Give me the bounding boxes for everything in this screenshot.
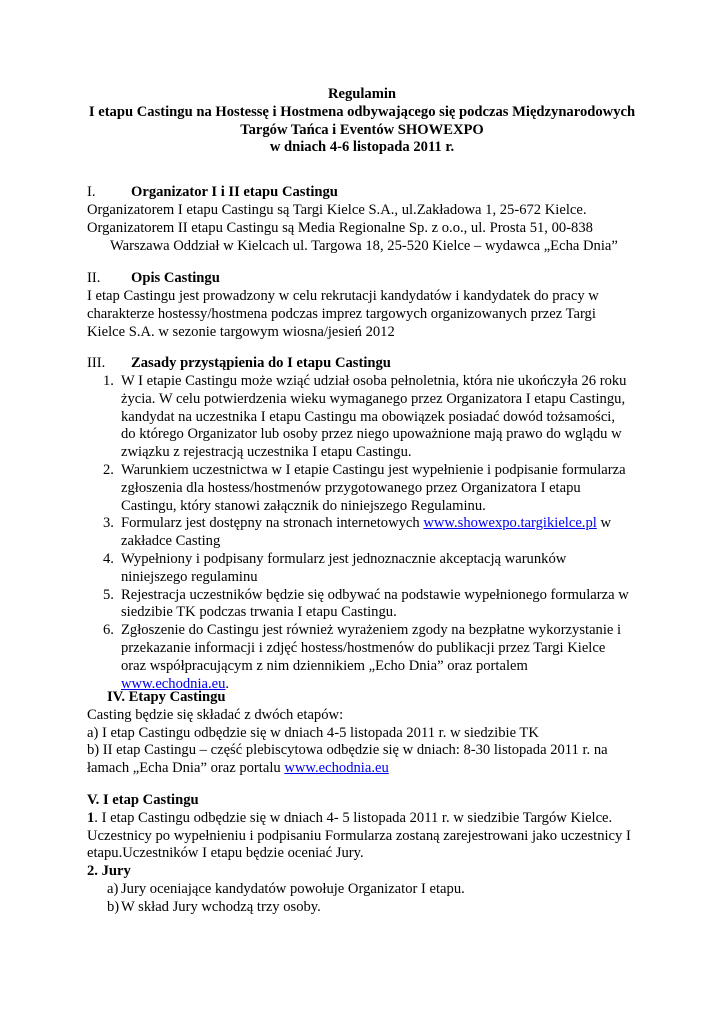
section-4 [87,689,667,778]
section-2-line-2: charakterze hostessy/hostmena podczas imprez targowych organizowanych przez Targi [87,305,596,322]
list-item-line: siedzibie TK podczas trwania I etapu Castingu. [121,604,397,621]
section-4-line-4-text: łamach „Echa Dnia” oraz portalu [87,760,285,777]
list-item-line: Jury oceniające kandydatów powołuje Organizator I etapu. [121,880,465,897]
list-item-line: Castingu, który stanowi załącznik do niniejszego Regulaminu. [121,497,486,514]
list-item [87,622,667,693]
showexpo-link[interactable]: www.showexpo.targikielce.pl [423,515,597,532]
list-item-line [121,515,667,533]
section-5-line-2: Uczestnicy po wypełnieniu i podpisaniu Formularza zostaną zarejestrowani jako uczestnicy I [87,827,631,844]
list-item-line: Zgłoszenie do Castingu jest również wyrażeniem zgody na bezpłatne wykorzystanie i [121,622,622,639]
list-item-line: W skład Jury wchodzą trzy osoby. [121,898,321,915]
section-4-line-4 [87,760,667,778]
list-marker: b) [107,898,120,915]
list-item-line: Wypełniony i podpisany formularz jest jednoznacznie akceptacją warunków [121,550,567,567]
section-2-heading [87,270,667,288]
section-1-heading [87,184,667,202]
section-3-list [87,373,667,693]
list-item-line: niniejszego regulaminu [121,568,258,585]
list-item [87,515,667,551]
section-2 [87,270,667,341]
list-marker: a) [107,880,119,897]
section-3-title: Zasady przystąpienia do I etapu Castingu [131,355,391,371]
section-1-title: Organizator I i II etapu Castingu [131,184,338,200]
section-1-number: I. [87,184,96,200]
jury-heading: 2. Jury [87,863,131,880]
document-title [60,86,664,157]
list-item-text: . [225,675,230,692]
list-marker: 2. [103,461,114,478]
list-item [87,881,667,899]
section-2-line-3: Kielce S.A. w sezonie targowym wiosna/jesień 2012 [87,323,395,340]
list-item [87,587,667,623]
section-4-line-2: a) I etap Castingu odbędzie się w dniach 4-5 listopada 2011 r. w siedzibie TK [87,724,539,741]
list-item-text: w [596,515,612,532]
section-1 [87,184,667,255]
jury-list [87,881,667,917]
list-item-line: oraz współpracującym z nim dziennikiem „Echo Dnia” oraz portalem [121,657,528,674]
list-marker: 4. [103,550,114,567]
list-item-line: W I etapie Castingu może wziąć udział osoba pełnoletnia, która nie ukończyła 26 roku [121,373,627,389]
section-5-line-1 [87,810,667,828]
list-item [87,899,667,917]
section-4-heading: IV. Etapy Castingu [107,689,226,705]
list-item-line: kandydat na uczestnika I etapu Castingu ma obowiązek posiadać dowód tożsamości, [121,408,616,425]
list-item-text: Formularz jest dostępny na stronach internetowych [121,515,424,532]
list-marker: 5. [103,586,114,603]
section-1-line-3: Warszawa Oddział w Kielcach ul. Targowa 18, 25-520 Kielce – wydawca „Echa Dnia” [110,237,618,254]
list-item-line: zakładce Casting [121,533,221,550]
section-4-line-1: Casting będzie się składać z dwóch etapów: [87,706,344,723]
section-5-line-1-text: . I etap Castingu odbędzie się w dniach 4- 5 listopada 2011 r. w siedzibie Targów Kielce. [94,809,613,826]
section-4-line-3: b) II etap Castingu – część plebiscytowa odbędzie się w dniach: 8-30 listopada 2011 r. na [87,742,608,759]
list-item [87,551,667,587]
section-3-heading [87,355,667,373]
section-3 [87,355,667,693]
list-marker: 3. [103,515,114,532]
list-item [87,373,667,462]
section-5-heading: V. I etap Castingu [87,792,199,808]
list-item-line: do którego Organizator lub osoby przez niego upoważnione mają prawo do wglądu w [121,426,622,443]
title-line-3: Targów Tańca i Eventów SHOWEXPO [240,121,484,138]
list-item-line: zgłoszenia dla hostess/hostmenów przygotowanego przez Organizatora I etapu [121,479,581,496]
list-marker: 6. [103,622,114,639]
section-1-line-2: Organizatorem II etapu Castingu są Media Regionalne Sp. z o.o., ul. Prosta 51, 00-838 [87,219,593,236]
list-item [87,462,667,515]
list-item-line: związku z rejestracją uczestnika I etapu Castingu. [121,444,412,461]
list-item-line: Warunkiem uczestnictwa w I etapie Castingu jest wypełnienie i podpisanie formularza [121,461,626,478]
section-5-point-number: 1 [87,809,95,826]
title-line-1: Regulamin [327,86,397,102]
list-item-line: Rejestracja uczestników będzie się odbywać na podstawie wypełnionego formularza w [121,586,629,603]
section-1-line-1: Organizatorem I etapu Castingu są Targi Kielce S.A., ul.Zakładowa 1, 25-672 Kielce. [87,202,587,218]
list-item-line: życia. W celu potwierdzenia wieku wymaganego przez Organizatora I etapu Castingu, [121,390,626,407]
title-line-4: w dniach 4-6 listopada 2011 r. [269,139,455,156]
title-line-2: I etapu Castingu na Hostessę i Hostmena odbywającego się podczas Międzynarodowych [88,103,636,120]
echodnia-portal-link[interactable]: www.echodnia.eu [284,760,389,777]
section-5-line-3: etapu.Uczestników I etapu będzie oceniać Jury. [87,845,364,862]
list-item-line: przekazanie informacji i zdjęć hostess/hostmenów do publikacji przez Targi Kielce [121,639,606,656]
section-2-line-1: I etap Castingu jest prowadzony w celu rekrutacji kandydatów i kandydatek do pracy w [87,288,599,304]
section-5 [87,792,667,917]
section-3-number: III. [87,355,106,371]
section-2-number: II. [87,270,101,286]
list-marker: 1. [103,373,114,389]
echodnia-link[interactable]: www.echodnia.eu [121,675,226,692]
section-2-title: Opis Castingu [131,270,220,286]
